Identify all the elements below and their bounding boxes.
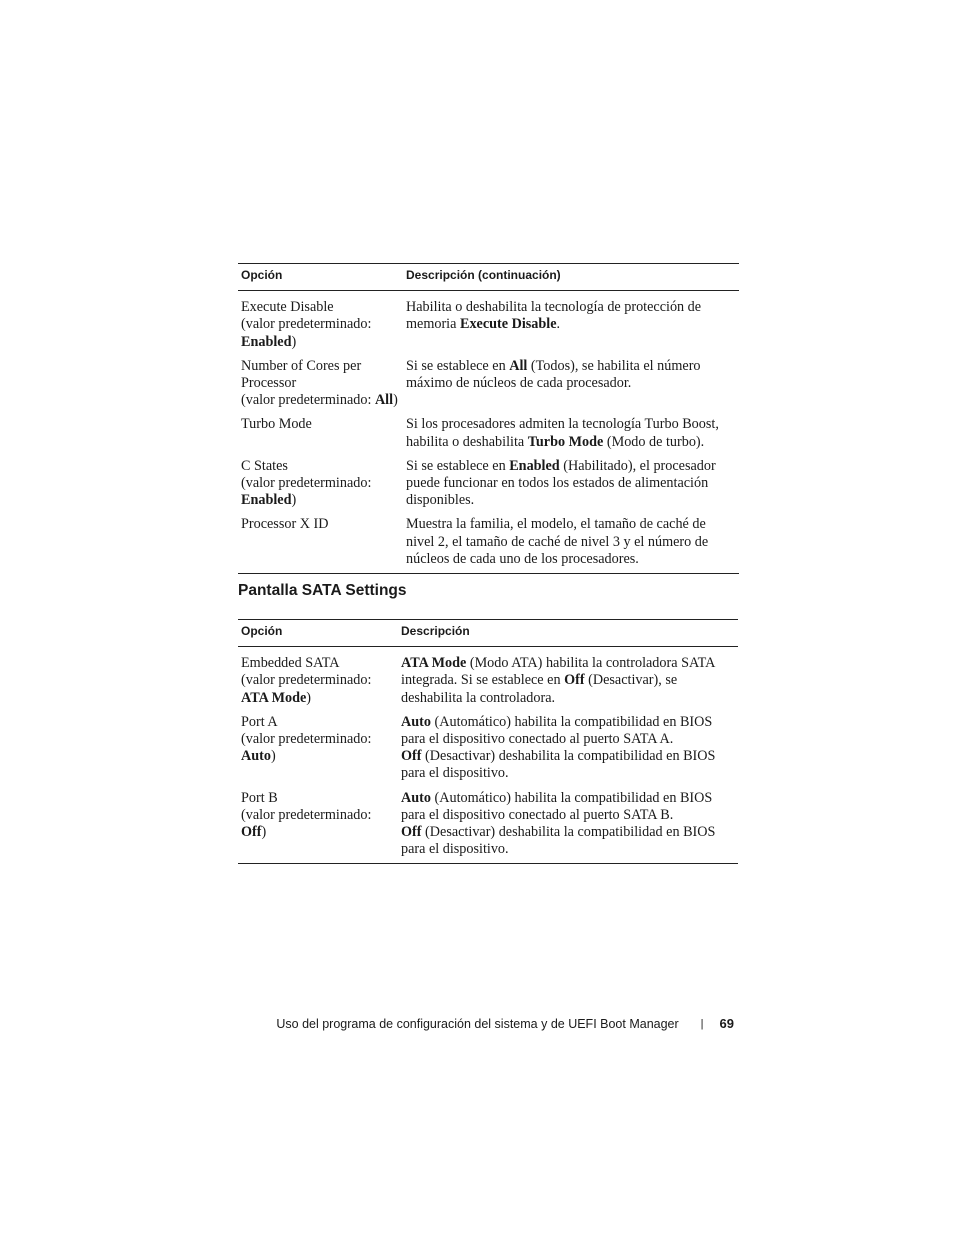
- option-text: ): [261, 824, 267, 841]
- option-text: Embedded SATA: [241, 655, 340, 672]
- description-text: Muestra la familia, el modelo, el tamaño de caché de nivel 2, el tamaño de caché de nivel 3 y el número de núcleos de cada uno de los procesadores.: [406, 516, 709, 567]
- option-cell: [238, 416, 403, 457]
- page-footer: [240, 1015, 734, 1033]
- option-cell: [238, 714, 398, 790]
- column-header-description: Descripción: [398, 620, 738, 647]
- page-number: 69: [719, 1016, 734, 1031]
- option-text: ): [291, 333, 297, 350]
- description-cell: [398, 790, 738, 864]
- option-cell: [238, 291, 403, 358]
- description-cell: [403, 458, 739, 517]
- option-text: Port B: [241, 789, 278, 806]
- description-text: (Automático) habilita la compatibilidad en BIOS para el dispositivo conectado al puerto SATA A.: [401, 713, 713, 748]
- table-row: [238, 291, 739, 358]
- description-keyword: Off: [564, 672, 585, 689]
- option-text: (valor predeterminado:: [241, 316, 372, 333]
- description-keyword: Off: [401, 748, 422, 765]
- description-cell: [403, 516, 739, 573]
- option-text: Execute Disable: [241, 299, 334, 316]
- option-text: Processor X ID: [241, 516, 329, 533]
- description-text: Si se establece en: [406, 357, 510, 374]
- description-text: Habilita o deshabilita la tecnología de protección de memoria: [406, 299, 702, 333]
- table-row: [238, 516, 739, 573]
- description-keyword: All: [509, 357, 528, 374]
- table-row: [238, 458, 739, 517]
- option-text: ): [291, 492, 297, 509]
- option-cell: [238, 458, 403, 517]
- description-text: Si los procesadores admiten la tecnología Turbo Boost, habilita o deshabilita: [406, 416, 719, 450]
- option-value-text: Enabled: [241, 492, 292, 509]
- description-cell: [398, 647, 738, 714]
- option-value-text: Auto: [241, 748, 271, 765]
- description-cell: [403, 291, 739, 358]
- description-keyword: Off: [401, 824, 422, 841]
- table-row: [238, 647, 738, 714]
- option-text: (valor predeterminado:: [241, 731, 372, 748]
- column-header-option: Opción: [238, 620, 398, 647]
- table-row: [238, 790, 738, 864]
- description-keyword: Enabled: [509, 457, 560, 474]
- option-value-text: Off: [241, 824, 262, 841]
- footer-text: Uso del programa de configuración del sistema y de UEFI Boot Manager: [276, 1017, 679, 1031]
- table-row: [238, 416, 739, 457]
- option-cell: [238, 516, 403, 573]
- option-text: ): [306, 689, 312, 706]
- description-text: .: [556, 316, 561, 333]
- option-cell: [238, 790, 398, 864]
- section-title: Pantalla SATA Settings: [238, 582, 407, 599]
- description-cell: [398, 714, 738, 790]
- option-cell: [238, 647, 398, 714]
- option-text: Number of Cores per: [241, 357, 362, 374]
- description-keyword: Turbo Mode: [527, 433, 604, 450]
- option-value-text: All: [374, 392, 394, 409]
- table-header-row: [238, 264, 739, 291]
- description-keyword: Auto: [401, 789, 431, 806]
- description-cell: [403, 416, 739, 457]
- option-text: Turbo Mode: [241, 416, 312, 433]
- table-row: [238, 358, 739, 417]
- footer-separator: |: [700, 1018, 704, 1030]
- description-cell: [403, 358, 739, 417]
- table-row: [238, 714, 738, 790]
- column-header-description: Descripción (continuación): [403, 264, 739, 291]
- description-text: (Automático) habilita la compatibilidad en BIOS para el dispositivo conectado al puerto SATA B.: [401, 789, 713, 823]
- description-text: (Desactivar) deshabilita la compatibilidad en BIOS para el dispositivo.: [401, 824, 716, 858]
- description-text: (Modo ATA) habilita la controladora SATA integrada. Si se establece en: [401, 655, 715, 689]
- description-keyword: ATA Mode: [401, 655, 467, 672]
- option-text: (valor predeterminado:: [241, 475, 372, 492]
- description-keyword: Execute Disable: [459, 316, 557, 333]
- description-text: (Modo de turbo).: [603, 433, 705, 450]
- option-text: (valor predeterminado:: [241, 672, 372, 689]
- option-text: (valor predeterminado:: [241, 806, 372, 823]
- description-text: Si se establece en: [406, 457, 510, 474]
- description-text: (Habilitado), el procesador puede funcionar en todos los estados de alimentación disponibles.: [406, 457, 716, 509]
- description-text: (Todos), se habilita el número máximo de núcleos de cada procesador.: [406, 357, 701, 392]
- option-text: Processor: [241, 375, 297, 392]
- column-header-option: Opción: [238, 264, 403, 291]
- option-text: ): [393, 392, 398, 409]
- description-text: (Desactivar), se deshabilita la controladora.: [401, 672, 678, 706]
- description-text: (Desactivar) deshabilita la compatibilidad en BIOS para el dispositivo.: [401, 748, 716, 782]
- option-text: ): [270, 748, 276, 765]
- option-text: Port A: [241, 713, 278, 730]
- option-text: (valor predeterminado:: [241, 392, 375, 409]
- option-text: C States: [241, 457, 288, 474]
- option-cell: [238, 358, 403, 417]
- description-keyword: Auto: [401, 713, 431, 730]
- sata-settings-table: [238, 619, 738, 864]
- option-value-text: Enabled: [241, 333, 292, 350]
- table-header-row: [238, 620, 738, 647]
- option-value-text: ATA Mode: [241, 689, 307, 706]
- processor-settings-table: [238, 263, 739, 574]
